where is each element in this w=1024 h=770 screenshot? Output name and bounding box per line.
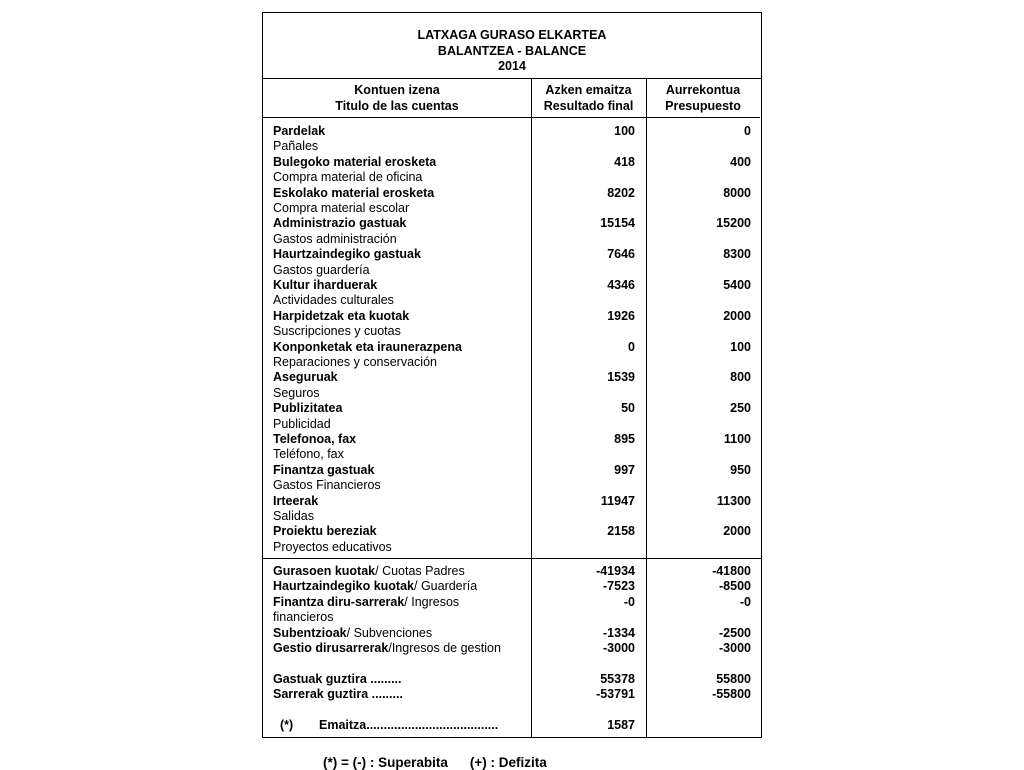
expense-row: Konponketak eta iraunerazpena 0 100 bbox=[273, 339, 751, 354]
expense-row-spanish: Proyectos educativos bbox=[273, 539, 392, 554]
association-name: LATXAGA GURASO ELKARTEA bbox=[417, 28, 607, 42]
expense-row-spanish: Pañales bbox=[273, 139, 319, 154]
expense-row: Eskolako material erosketa 8202 8000 bbox=[273, 185, 751, 200]
expense-row: Administrazio gastuak 15154 15200 bbox=[273, 216, 751, 231]
expense-row-spanish: Gastos Financieros bbox=[273, 478, 381, 493]
expense-row: Publizitatea 50 250 bbox=[273, 401, 751, 416]
document-year: 2014 bbox=[498, 59, 526, 73]
expense-row-spanish: Gastos guardería bbox=[273, 262, 370, 277]
total-income-row: Sarrerak guztira ......... -53791 -55800 bbox=[273, 687, 751, 702]
section-divider bbox=[263, 558, 761, 559]
expense-row: Irteerak 11947 11300 bbox=[273, 493, 751, 508]
footnote: (*) = (-) : Superabita (+) : Defizita bbox=[323, 755, 547, 770]
expense-row: Pardelak 100 0 bbox=[273, 124, 751, 138]
income-row: Gestio dirusarrerak/Ingresos de gestion -3000 -3000 bbox=[273, 641, 751, 655]
income-row: Finantza diru-sarrerak/ Ingresos -0 -0 bbox=[273, 594, 751, 609]
expense-row: Bulegoko material erosketa 418 400 bbox=[273, 154, 751, 169]
expense-row: Haurtzaindegiko gastuak 7646 8300 bbox=[273, 247, 751, 262]
balance-sheet bbox=[262, 12, 762, 738]
document-title: BALANTZEA - BALANCE bbox=[437, 43, 587, 58]
expense-row-spanish: Publicidad bbox=[273, 416, 331, 431]
income-row: Haurtzaindegiko kuotak/ Guardería -7523 -8500 bbox=[273, 579, 751, 594]
expense-row: Proiektu bereziak 2158 2000 bbox=[273, 524, 751, 539]
expense-row-spanish: Compra material de oficina bbox=[273, 170, 423, 185]
expense-row-spanish: Salidas bbox=[273, 509, 314, 523]
expense-row-spanish: Reparaciones y conservación bbox=[273, 355, 437, 369]
expense-row-spanish: Teléfono, fax bbox=[273, 447, 344, 462]
header-account-name: Kontuen izena Titulo de las cuentas bbox=[263, 78, 531, 118]
expense-row: Finantza gastuak 997 950 bbox=[273, 462, 751, 477]
expense-row-spanish: Seguros bbox=[273, 385, 320, 400]
expense-row: Aseguruak 1539 800 bbox=[273, 370, 751, 385]
income-row: Subentzioak/ Subvenciones -1334 -2500 bbox=[273, 625, 751, 640]
header-final-result: Azken emaitza Resultado final bbox=[531, 78, 646, 118]
total-expenses-row: Gastuak guztira ......... 55378 55800 bbox=[273, 672, 751, 686]
expense-row-spanish: Compra material escolar bbox=[273, 201, 410, 215]
title-block bbox=[263, 13, 761, 79]
result-row: (*) Emaitza...................................... 1587 bbox=[280, 718, 635, 732]
expense-row-spanish: Suscripciones y cuotas bbox=[273, 324, 401, 339]
expense-row: Harpidetzak eta kuotak 1926 2000 bbox=[273, 308, 751, 323]
income-row: Gurasoen kuotak/ Cuotas Padres -41934 -41800 bbox=[273, 564, 751, 578]
expense-row-spanish: Gastos administración bbox=[273, 231, 397, 246]
expense-row: Telefonoa, fax 895 1100 bbox=[273, 432, 751, 446]
income-row-continuation: financieros bbox=[273, 610, 334, 625]
expense-row-spanish: Actividades culturales bbox=[273, 293, 394, 308]
header-budget: Aurrekontua Presupuesto bbox=[646, 78, 760, 118]
expense-row: Kultur iharduerak 4346 5400 bbox=[273, 278, 751, 292]
